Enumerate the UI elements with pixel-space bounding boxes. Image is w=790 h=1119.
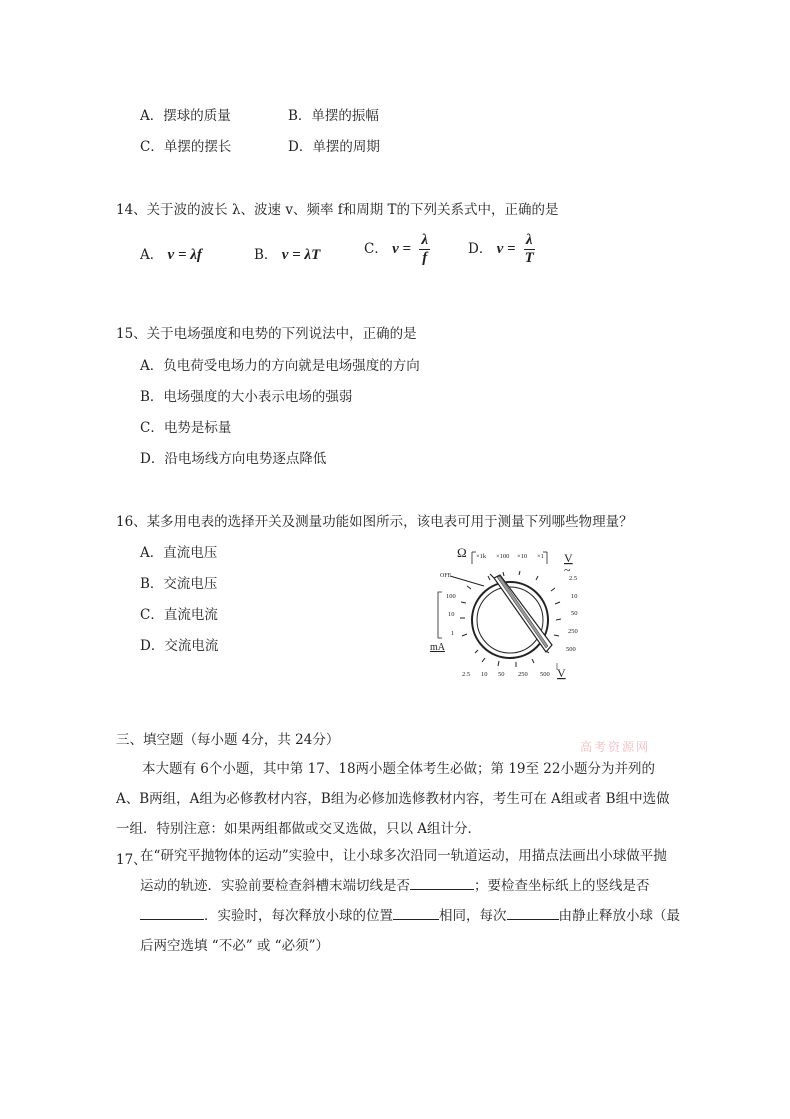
section3-title: 三、填空题（每小题 4分，共 24分）	[116, 732, 340, 748]
meter-dc-range-50: 50	[498, 671, 505, 678]
q17-body	[140, 841, 680, 961]
q16-option-a: A．直流电压	[140, 545, 218, 561]
q13-option-b: B．单摆的振幅	[288, 108, 379, 124]
meter-ma-range-1: 1	[451, 630, 455, 637]
q17-blank-1[interactable]	[410, 875, 474, 890]
q17-part-1: 在“研究平抛物体的运动”实验中，让小球多次沿同一轨道运动，用描点法画出小球做平抛运动的轨迹．实验前要检查斜槽末端切线是否	[140, 848, 667, 894]
q14-option-d-denominator: T	[524, 250, 534, 266]
q14-option-d-fraction	[524, 232, 535, 267]
meter-ac-range-2.5: 2.5	[569, 575, 578, 582]
meter-ma-label: mA	[430, 642, 445, 653]
meter-ac-range-50: 50	[571, 610, 578, 617]
q14-option-c-denominator: f	[422, 250, 428, 266]
q17-part-3: ．实验时，每次释放小球的位置	[204, 908, 393, 924]
q13-option-d: D．单摆的周期	[288, 139, 380, 155]
meter-ac-mark: ~	[564, 563, 571, 577]
q15-stem: 15、关于电场强度和电势的下列说法中，正确的是	[116, 326, 417, 342]
q14-option-b	[254, 243, 320, 264]
meter-ac-volt-label: V	[564, 551, 573, 565]
q14-option-d	[468, 232, 535, 267]
q14-option-b-label: B．	[254, 247, 278, 263]
q17-part-4: 相同，每次	[439, 908, 507, 924]
meter-ohm-range-100: ×100	[496, 553, 510, 560]
watermark-stamp: 高考资源网	[580, 740, 651, 754]
q16-option-c: C．直流电流	[140, 607, 218, 623]
meter-ma-range-100: 100	[446, 593, 456, 600]
meter-off-label: OFF	[440, 573, 452, 579]
meter-omega-label: Ω	[457, 545, 467, 560]
q17-part-5: 由静止释放小球（最后两空选填 “不必” 或 “必须”）	[140, 908, 680, 954]
q17-blank-2[interactable]	[140, 905, 204, 920]
meter-ac-range-10: 10	[571, 593, 578, 600]
q14-option-c	[364, 232, 430, 267]
q14-option-b-formula: v = λT	[281, 247, 321, 263]
meter-dc-range-250: 250	[518, 671, 528, 678]
q15-option-a: A．负电荷受电场力的方向就是电场强度的方向	[140, 358, 420, 374]
meter-dc-range-10: 10	[481, 671, 488, 678]
multimeter-selector-diagram	[420, 540, 590, 685]
q17-part-2: ；要检查坐标纸上的竖线是否	[474, 878, 650, 894]
q17-number: 17、	[116, 852, 147, 868]
q14-option-d-label: D．	[468, 241, 493, 257]
q14-stem: 14、关于波的波长 λ、波速 v、频率 f和周期 T的下列关系式中，正确的是	[116, 202, 559, 218]
q14-option-a-formula: v = λf	[167, 247, 202, 263]
meter-dc-range-2.5: 2.5	[462, 671, 471, 678]
q14-option-a-label: A．	[140, 247, 164, 263]
q15-option-b: B．电场强度的大小表示电场的强弱	[140, 389, 353, 405]
meter-ohm-range-10: ×10	[517, 553, 528, 560]
q15-option-d: D．沿电场线方向电势逐点降低	[140, 451, 327, 467]
section3-intro: 本大题有 6个小题，其中第 17、18两小题全体考生必做；第 19至 22小题分为并列的A、B两组，A组为必修教材内容，B组为必修加选修教材内容，考生可在 A组或者 B组中选做一组．特别注意：如果两组都做或交叉选做，只以 A组计分．	[116, 761, 670, 837]
meter-dc-range-500: 500	[540, 671, 550, 678]
q14-option-c-label: C．	[364, 241, 388, 257]
meter-ac-range-250: 250	[568, 628, 578, 635]
meter-ohm-range-1k: ×1k	[476, 553, 487, 560]
q16-option-b: B．交流电压	[140, 576, 218, 592]
q17-blank-3[interactable]	[393, 905, 439, 920]
q14-option-c-numerator: λ	[421, 232, 429, 248]
q14-option-a	[140, 243, 202, 264]
q17-blank-4[interactable]	[507, 905, 559, 920]
q14-option-d-numerator: λ	[525, 232, 533, 248]
q13-option-a: A．摆球的质量	[140, 108, 231, 124]
meter-ma-range-10: 10	[448, 611, 455, 618]
q14-option-d-lhs: v =	[496, 241, 516, 257]
q13-option-c: C．单摆的摆长	[140, 139, 232, 155]
meter-ohm-range-1: ×1	[537, 553, 544, 560]
q14-option-c-fraction	[419, 232, 430, 267]
q14-option-c-lhs: v =	[392, 241, 412, 257]
meter-dc-volt-label: V	[557, 666, 566, 680]
q16-option-d: D．交流电流	[140, 638, 219, 654]
q15-option-c: C．电势是标量	[140, 420, 232, 436]
meter-ac-range-500: 500	[566, 646, 576, 653]
q16-stem: 16、某多用电表的选择开关及测量功能如图所示，该电表可用于测量下列哪些物理量？	[116, 514, 633, 530]
